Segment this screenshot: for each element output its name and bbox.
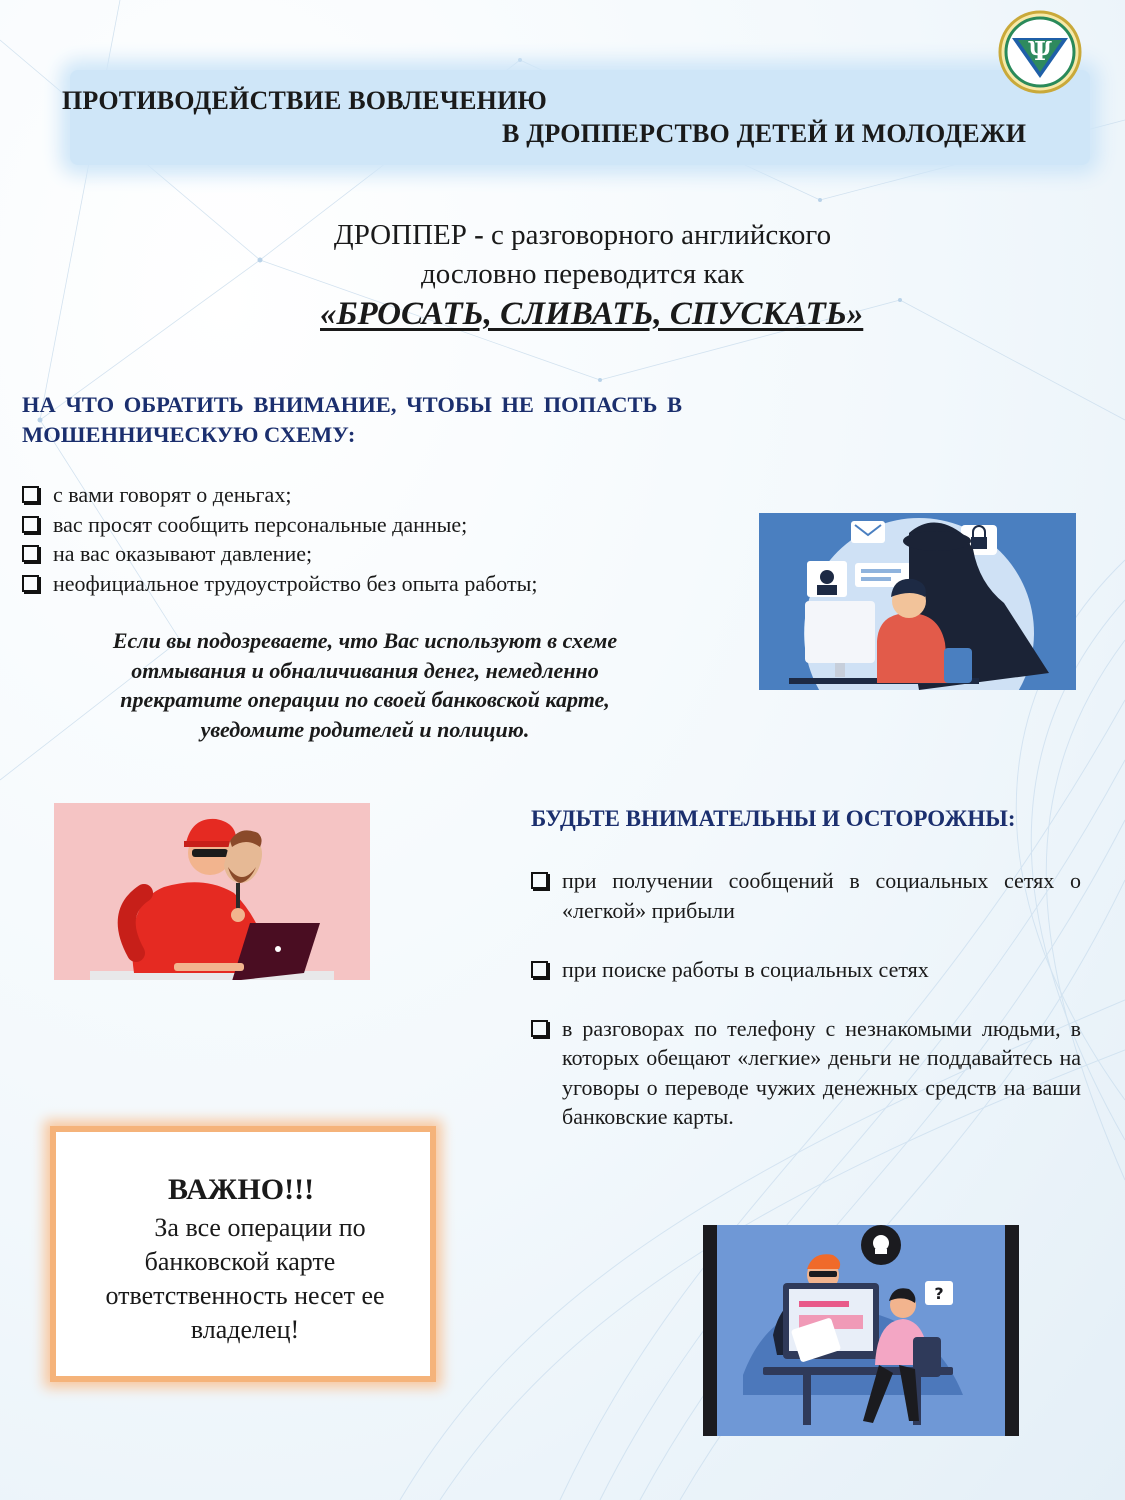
attention-list [22,480,538,598]
svg-text:Ψ: Ψ [1028,37,1052,67]
important-title: ВАЖНО!!! [168,1173,315,1206]
careful-list [531,866,1081,1161]
definition-line1 [0,219,1125,252]
important-line: ответственность несет ее [105,1281,385,1310]
psychology-center-logo [998,10,1082,94]
list-item-text: неофициальное трудоустройство без опыта работы; [53,570,538,596]
checkbox-bullet-icon [22,545,39,562]
list-item-text: при получении сообщений в социальных сетях о «легкой» прибыли [562,868,1081,923]
list-item-text: на вас оказывают давление; [53,541,313,566]
warning-line: отмывания и обналичивания денег, немедленно [131,657,599,683]
list-item [22,510,538,540]
list-item [22,480,538,510]
header-banner [70,70,1090,165]
definition-term: ДРОППЕР [333,219,467,251]
checkbox-bullet-icon [22,486,39,503]
warning-line: прекратите операции по своей банковской карте, [120,687,610,712]
warning-line: Если вы подозреваете, что Вас используют в схеме [112,628,618,653]
list-item [22,569,538,599]
important-line: владелец! [190,1315,300,1344]
definition-line2: дословно переводится как [420,258,745,290]
definition-meaning: «БРОСАТЬ, СЛИВАТЬ, СПУСКАТЬ» [320,296,864,332]
checkbox-bullet-icon [531,872,548,889]
warning-text [40,626,690,744]
page-title-line2: В ДРОППЕРСТВО ДЕТЕЙ И МОЛОДЕЖИ [502,119,1027,148]
list-item-text: с вами говорят о деньгах; [53,482,292,507]
important-text [60,1211,430,1347]
careful-heading: БУДЬТЕ ВНИМАТЕЛЬНЫ И ОСТОРОЖНЫ: [531,806,1016,831]
masked-scammer-illustration [54,803,370,980]
checkbox-bullet-icon [531,961,548,978]
list-item [22,539,538,569]
important-line: банковской карте [144,1247,336,1276]
svg-text:?: ? [934,1284,944,1303]
checkbox-bullet-icon [22,516,39,533]
hacker-behind-user-illustration [759,513,1076,690]
list-item [531,866,1081,925]
checkbox-bullet-icon [22,575,39,592]
list-item [531,1014,1081,1132]
list-item [531,955,1081,985]
definition-line1-rest: с разговорного английского [491,219,832,251]
page-title-line1: ПРОТИВОДЕЙСТВИЕ ВОВЛЕЧЕНИЮ [62,86,547,115]
checkbox-bullet-icon [531,1020,548,1037]
definition-dash: - [466,219,492,251]
warning-line: уведомите родителей и полицию. [200,716,530,742]
card-fraud-illustration [703,1225,1019,1436]
list-item-text: в разговорах по телефону с незнакомыми людьми, в которых обещают «легкие» деньги не поддавайтесь на уговоры о переводе чужих денежных средств на ваши банковские карты. [562,1015,1081,1129]
attention-heading: НА ЧТО ОБРАТИТЬ ВНИМАНИЕ, ЧТОБЫ НЕ ПОПАСТЬ В МОШЕННИЧЕСКУЮ СХЕМУ: [22,392,682,447]
important-line: За все операции по [154,1213,366,1242]
list-item-text: при поиске работы в социальных сетях [562,956,929,982]
list-item-text: вас просят сообщить персональные данные; [53,511,468,537]
